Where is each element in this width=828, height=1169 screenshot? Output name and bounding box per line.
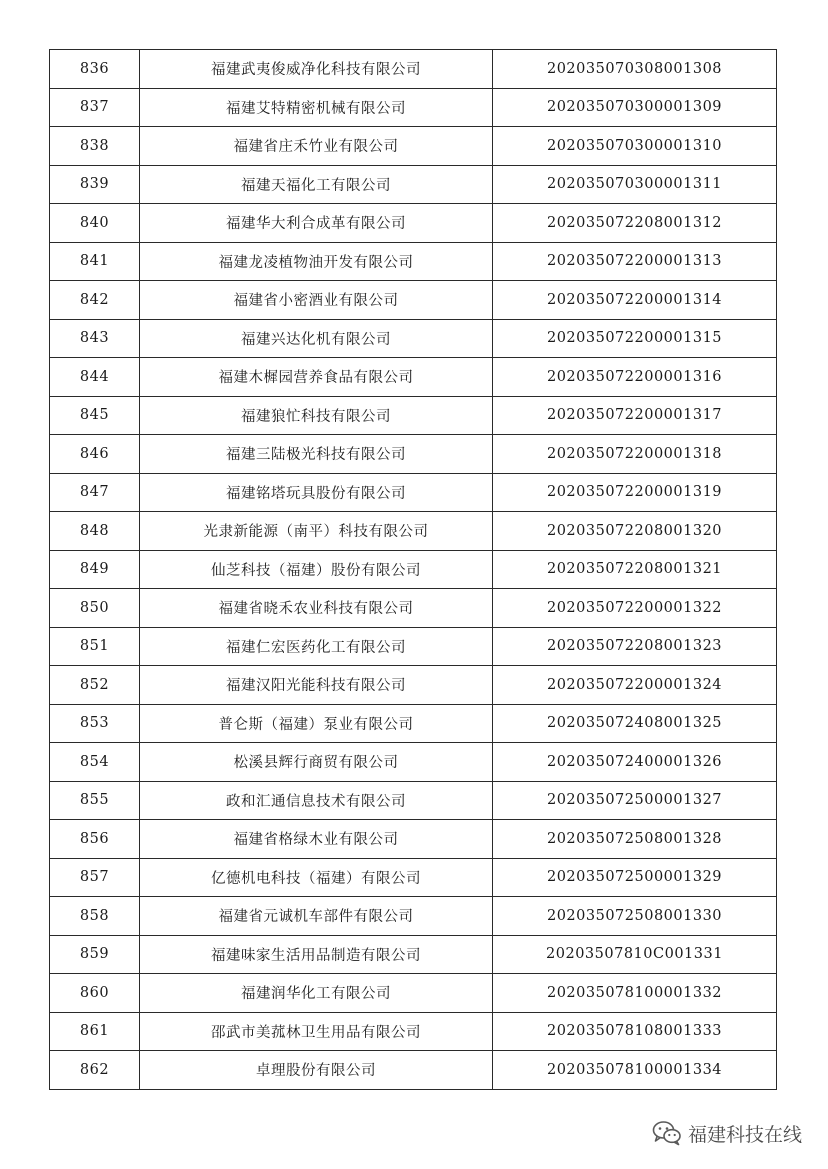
row-number: 852 [50, 666, 140, 705]
registration-code: 202035072208001320 [493, 512, 777, 551]
registration-code: 202035072400001326 [493, 743, 777, 782]
registration-code: 202035072500001327 [493, 781, 777, 820]
company-name: 福建龙凌植物油开发有限公司 [140, 242, 493, 281]
row-number: 859 [50, 935, 140, 974]
row-number: 848 [50, 512, 140, 551]
company-name: 福建武夷俊威净化科技有限公司 [140, 50, 493, 89]
registration-code: 202035072508001330 [493, 897, 777, 936]
table-row [50, 704, 777, 743]
table-row [50, 281, 777, 320]
registration-code: 202035072500001329 [493, 858, 777, 897]
registration-code: 202035072200001318 [493, 435, 777, 474]
table-row [50, 319, 777, 358]
company-name: 普仑斯（福建）泵业有限公司 [140, 704, 493, 743]
registration-code: 202035070300001311 [493, 165, 777, 204]
table-row [50, 935, 777, 974]
registration-code: 202035070300001310 [493, 127, 777, 166]
table-row [50, 204, 777, 243]
row-number: 838 [50, 127, 140, 166]
table-row [50, 358, 777, 397]
registration-code: 202035078108001333 [493, 1012, 777, 1051]
registration-code: 202035078100001334 [493, 1051, 777, 1090]
company-name: 福建铭塔玩具股份有限公司 [140, 473, 493, 512]
company-name: 福建华大利合成革有限公司 [140, 204, 493, 243]
table-row [50, 820, 777, 859]
company-name: 卓理股份有限公司 [140, 1051, 493, 1090]
row-number: 850 [50, 589, 140, 628]
company-name: 福建省庄禾竹业有限公司 [140, 127, 493, 166]
company-name: 仙芝科技（福建）股份有限公司 [140, 550, 493, 589]
table-row [50, 666, 777, 705]
company-name: 亿德机电科技（福建）有限公司 [140, 858, 493, 897]
row-number: 837 [50, 88, 140, 127]
table-row [50, 743, 777, 782]
table-row [50, 396, 777, 435]
company-name: 福建省小密酒业有限公司 [140, 281, 493, 320]
registration-code: 202035072208001323 [493, 627, 777, 666]
row-number: 855 [50, 781, 140, 820]
row-number: 839 [50, 165, 140, 204]
registration-code: 202035072208001312 [493, 204, 777, 243]
row-number: 860 [50, 974, 140, 1013]
row-number: 841 [50, 242, 140, 281]
company-name: 福建省格绿木业有限公司 [140, 820, 493, 859]
table-row [50, 512, 777, 551]
company-name: 福建木樨园营养食品有限公司 [140, 358, 493, 397]
row-number: 843 [50, 319, 140, 358]
table-row [50, 627, 777, 666]
registration-code: 202035072508001328 [493, 820, 777, 859]
registration-code: 202035072200001324 [493, 666, 777, 705]
registration-code: 202035072200001317 [493, 396, 777, 435]
row-number: 844 [50, 358, 140, 397]
registration-code: 202035072208001321 [493, 550, 777, 589]
registration-code: 202035072408001325 [493, 704, 777, 743]
registration-code: 202035070308001308 [493, 50, 777, 89]
table-row [50, 550, 777, 589]
registration-code: 202035070300001309 [493, 88, 777, 127]
table-row [50, 897, 777, 936]
table-row [50, 435, 777, 474]
row-number: 836 [50, 50, 140, 89]
company-name: 福建兴达化机有限公司 [140, 319, 493, 358]
company-name: 福建天福化工有限公司 [140, 165, 493, 204]
company-name: 福建省元诚机车部件有限公司 [140, 897, 493, 936]
table-body [50, 50, 777, 1090]
registration-code: 202035072200001313 [493, 242, 777, 281]
table-row [50, 473, 777, 512]
company-name: 邵武市美菰林卫生用品有限公司 [140, 1012, 493, 1051]
registration-code: 202035072200001315 [493, 319, 777, 358]
row-number: 862 [50, 1051, 140, 1090]
company-name: 福建味家生活用品制造有限公司 [140, 935, 493, 974]
watermark [652, 1118, 802, 1148]
company-name: 福建仁宏医药化工有限公司 [140, 627, 493, 666]
company-name: 福建润华化工有限公司 [140, 974, 493, 1013]
row-number: 846 [50, 435, 140, 474]
company-name: 福建狼忙科技有限公司 [140, 396, 493, 435]
enterprise-table [49, 49, 777, 1090]
registration-code: 202035072200001314 [493, 281, 777, 320]
row-number: 856 [50, 820, 140, 859]
company-name: 政和汇通信息技术有限公司 [140, 781, 493, 820]
company-name: 光隶新能源（南平）科技有限公司 [140, 512, 493, 551]
company-name: 松溪县辉行商贸有限公司 [140, 743, 493, 782]
company-name: 福建汉阳光能科技有限公司 [140, 666, 493, 705]
table-row [50, 88, 777, 127]
registration-code: 202035078100001332 [493, 974, 777, 1013]
company-name: 福建三陆极光科技有限公司 [140, 435, 493, 474]
row-number: 853 [50, 704, 140, 743]
table-row [50, 589, 777, 628]
watermark-text: 福建科技在线 [687, 1123, 802, 1146]
registration-code: 202035072200001316 [493, 358, 777, 397]
table-row [50, 858, 777, 897]
table-row [50, 165, 777, 204]
row-number: 845 [50, 396, 140, 435]
row-number: 857 [50, 858, 140, 897]
table-row [50, 127, 777, 166]
table-row [50, 50, 777, 89]
wechat-icon [652, 1120, 682, 1146]
registration-code: 20203507810C001331 [493, 935, 777, 974]
row-number: 851 [50, 627, 140, 666]
company-name: 福建艾特精密机械有限公司 [140, 88, 493, 127]
company-name: 福建省晓禾农业科技有限公司 [140, 589, 493, 628]
row-number: 847 [50, 473, 140, 512]
table-row [50, 1012, 777, 1051]
row-number: 861 [50, 1012, 140, 1051]
row-number: 858 [50, 897, 140, 936]
registration-code: 202035072200001322 [493, 589, 777, 628]
row-number: 840 [50, 204, 140, 243]
table-row [50, 974, 777, 1013]
row-number: 854 [50, 743, 140, 782]
table-row [50, 781, 777, 820]
table-row [50, 242, 777, 281]
registration-code: 202035072200001319 [493, 473, 777, 512]
row-number: 849 [50, 550, 140, 589]
table-row [50, 1051, 777, 1090]
row-number: 842 [50, 281, 140, 320]
